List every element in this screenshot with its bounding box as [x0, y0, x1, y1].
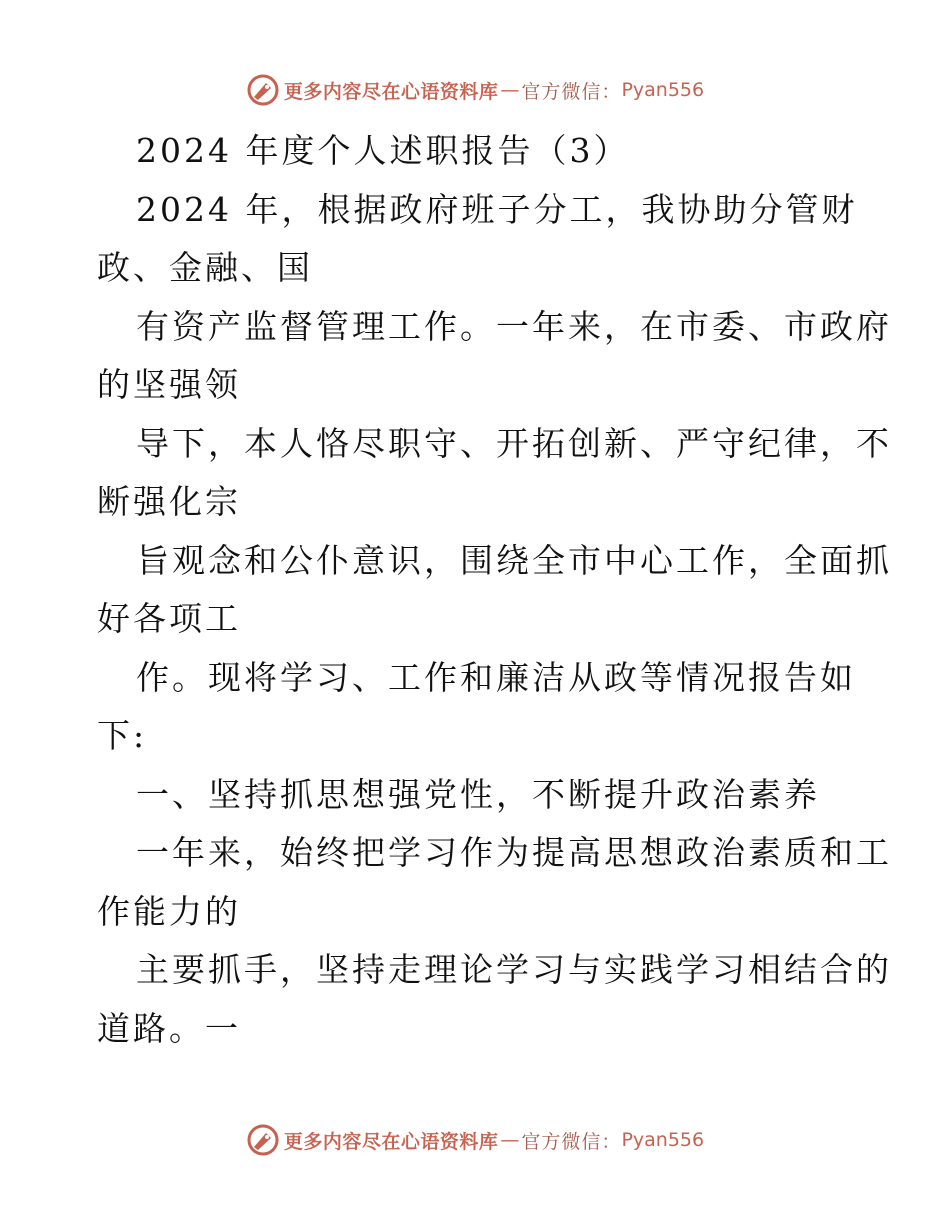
banner-brand-text: 更多内容尽在心语资料库: [283, 80, 499, 103]
pen-nib-logo-icon: [246, 73, 280, 107]
banner-wechat-id: Pyan556: [621, 79, 705, 101]
paragraph-line: 有资产监督管理工作。一年来，在市委、市政府: [136, 306, 892, 346]
paragraph-line: 2024 年，根据政府班子分工，我协助分管财: [136, 189, 858, 229]
paragraph-line: 断强化宗: [97, 482, 241, 521]
paragraph-line: 作能力的: [97, 891, 241, 931]
banner-wechat-label: 官方微信：: [521, 80, 622, 103]
paragraph-line: 好各项工: [97, 599, 241, 638]
banner-wechat-id: Pyan556: [621, 1129, 705, 1151]
pen-nib-logo-icon: [246, 1123, 280, 1157]
paragraph-line: 的坚强领: [97, 365, 241, 404]
paragraph-line: 作。现将学习、工作和廉洁从政等情况报告如: [136, 657, 856, 697]
banner-separator: —: [500, 1129, 520, 1151]
document-title: 2024 年度个人述职报告（3）: [136, 131, 630, 170]
paragraph-line: 下:: [97, 716, 148, 755]
section-heading: 一、坚持抓思想强党性，不断提升政治素养: [136, 774, 820, 814]
paragraph-line: 一年来，始终把学习作为提高思想政治素质和工: [136, 833, 892, 872]
banner-separator: —: [500, 79, 520, 101]
header-banner: [0, 70, 950, 110]
document-body: [97, 122, 892, 1058]
paragraph-line: 主要抓手，坚持走理论学习与实践学习相结合的: [136, 950, 892, 989]
paragraph-line: 政、金融、国: [97, 248, 313, 287]
paragraph-line: 旨观念和公仆意识，围绕全市中心工作，全面抓: [136, 540, 892, 580]
paragraph-line: 导下，本人恪尽职守、开拓创新、严守纪律，不: [136, 423, 892, 463]
paragraph-line: 道路。一: [97, 1008, 241, 1048]
banner-brand-text: 更多内容尽在心语资料库: [283, 1130, 499, 1153]
footer-banner: [0, 1120, 950, 1160]
banner-wechat-label: 官方微信：: [521, 1130, 622, 1153]
